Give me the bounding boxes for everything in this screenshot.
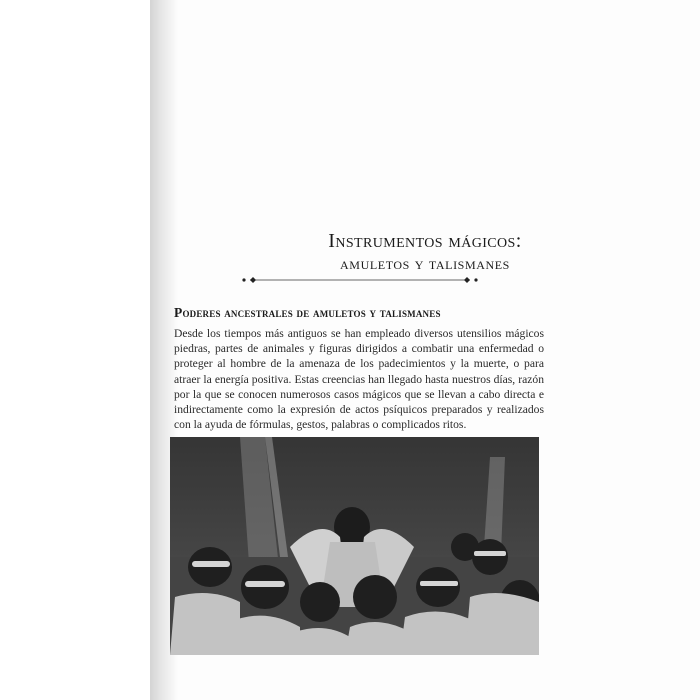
- book-page: [150, 0, 700, 700]
- photo-illustration: [170, 437, 539, 655]
- title-ornament-rule: [240, 274, 480, 286]
- body-paragraph: [174, 326, 544, 432]
- chapter-title-line1: Instrumentos mágicos:: [328, 230, 522, 252]
- chapter-title: [150, 229, 700, 275]
- crowd-ritual-photo: [170, 437, 539, 655]
- body-paragraph-text: Desde los tiempos más antiguos se han empleado diversos utensilios mágicos piedras, partes de animales y figuras dirigidos a combatir una enfermedad o proteger al hombre de la amenaza de los padecimientos y la muerte, o para atraer la energía positiva. Estas creencias han llegado hasta nuestros días, razón por la que se conocen numerosos casos mágicos que se llevan a cabo directa e indirectamente como la expresión de actos psíquicos preparados y realizados con la ayuda de fórmulas, gestos, palabras o complicados ritos.: [174, 327, 544, 432]
- section-heading: Poderes ancestrales de amuletos y talismanes: [174, 305, 441, 320]
- chapter-title-line2: amuletos y talismanes: [340, 254, 510, 273]
